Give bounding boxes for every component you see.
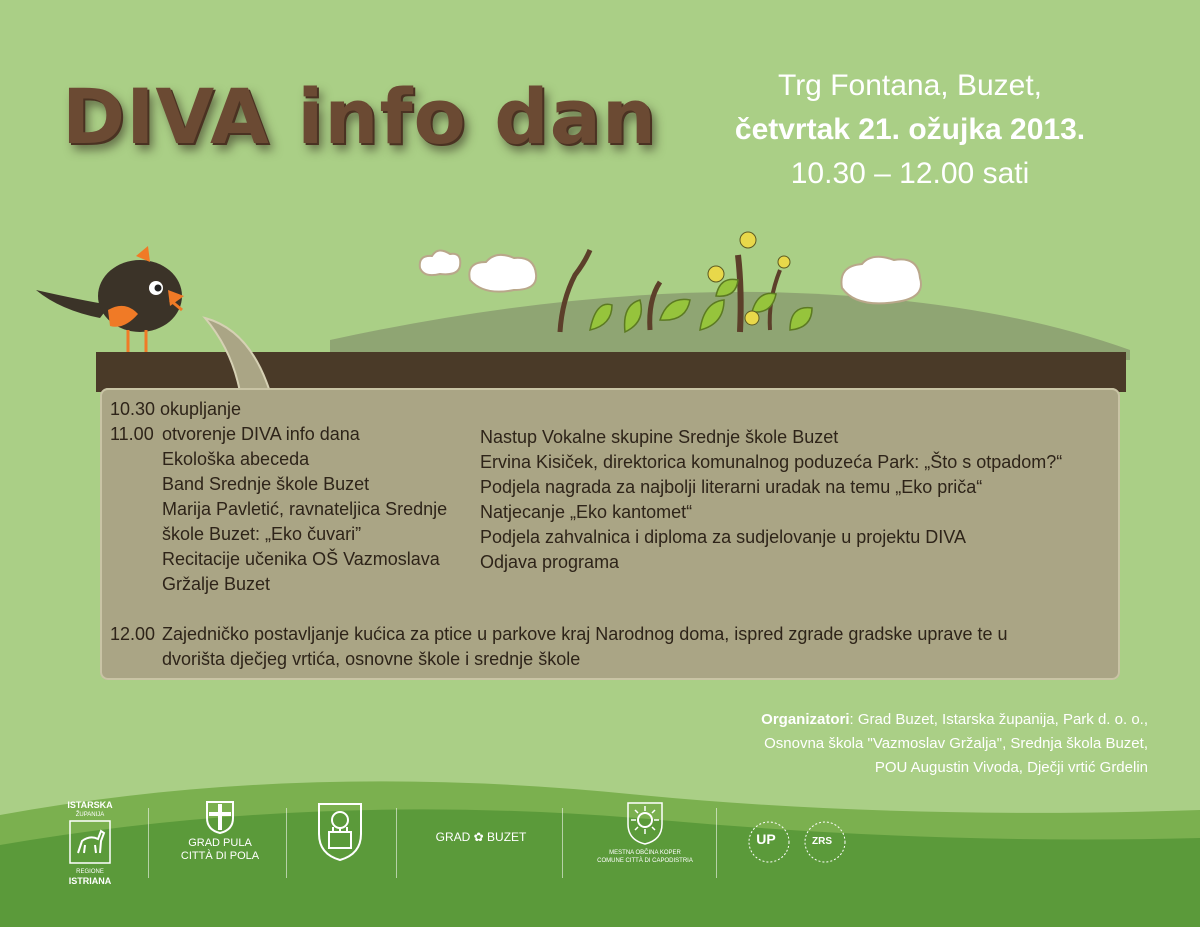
logo-divider xyxy=(562,808,563,878)
program-item: Band Srednje škole Buzet xyxy=(162,474,370,494)
program-item: Podjela nagrada za najbolji literarni uradak na temu „Eko priča“ xyxy=(480,477,983,497)
organizers: Organizatori: Grad Buzet, Istarska županija, Park d. o. o., Osnovna škola "Vazmoslav Gržalja", Srednja škola Buzet, POU Augustin Vivoda, Dječji vrtić Grdelin xyxy=(761,711,1148,776)
pula-logo: GRAD PULA CITTÀ DI POLA xyxy=(170,800,270,863)
program-item: Ekološka abeceda xyxy=(162,449,310,469)
event-info xyxy=(690,64,1130,196)
university-primorska-logo: UP xyxy=(744,820,794,867)
program-item: Natjecanje „Eko kantomet“ xyxy=(480,502,693,522)
logo-divider xyxy=(396,808,397,878)
organizers-label: Organizatori xyxy=(761,711,850,728)
pula-shield-icon xyxy=(205,800,235,834)
logo-divider xyxy=(716,808,717,878)
poster-title: DIVA info dan xyxy=(62,72,657,161)
logo-divider xyxy=(286,808,287,878)
zrs-logo: ZRS xyxy=(800,820,850,867)
program-item: Ervina Kisiček, direktorica komunalnog poduzeća Park: „Što s otpadom?“ xyxy=(480,452,1063,472)
hill xyxy=(330,292,1130,360)
sun-shield-icon xyxy=(625,800,665,846)
event-date: četvrtak 21. ožujka 2013. xyxy=(734,113,1086,146)
bird-illustration xyxy=(36,246,184,352)
grad-buzet-logo: GRAD ✿ BUZET xyxy=(435,830,527,844)
istria-logo: ISTARSKA ŽUPANIJA REGIONE ISTRIANA xyxy=(67,800,113,886)
program-item: Nastup Vokalne skupine Srednje škole Buzet xyxy=(480,427,839,447)
program-item: škole Buzet: „Eko čuvari” xyxy=(162,524,362,544)
buzet-coat-of-arms xyxy=(312,800,368,865)
program-item: Marija Pavletić, ravnateljica Srednje xyxy=(162,499,448,519)
program-item: Recitacije učenika OŠ Vazmoslava xyxy=(162,549,440,569)
program-item: Gržalje Buzet xyxy=(162,574,271,594)
program-item-final-continued: dvorišta dječjeg vrtića, osnovne škole i srednje škole xyxy=(162,649,581,669)
program-item: Odjava programa xyxy=(480,552,620,572)
coat-of-arms-icon xyxy=(315,800,365,862)
goat-icon xyxy=(68,819,112,865)
partner-logos xyxy=(60,800,860,900)
buzet-emblem-icon: ✿ xyxy=(473,830,484,844)
program-item: Podjela zahvalnica i diploma za sudjelovanje u projektu DIVA xyxy=(480,527,966,547)
koper-logo: MESTNA OBČINA KOPER COMUNE CITTÀ DI CAPODISTRIA xyxy=(580,800,710,865)
event-location: Trg Fontana, Buzet, xyxy=(777,69,1043,102)
program-panel: 10.30 okupljanje 11.00 otvorenje DIVA info dana Ekološka abeceda Band Srednje škole Buzet Marija Pavletić, ravnateljica Srednje škole Buzet: „Eko čuvari” Recitacije učenika OŠ Vazmoslava Gržalje Buzet Nastup Vokalne skupine Srednje škole Buzet Ervina Kisiček, direktorica komunalnog poduzeća Park: „Što s otpadom?“ Podjela nagrada za najbolji literarni uradak na temu „Eko priča“ Natjecanje „Eko kantomet“ Podjela zahvalnica i diploma za sudjelovanje u projektu DIVA Odjava programa 12.00 Zajedničko postavljanje kućica za ptice u parkove kraj Narodnog doma, ispred zgrade gradske uprave te u dvorišta dječjeg vrtića, osnovne škole i srednje škole xyxy=(100,388,1120,680)
logo-divider xyxy=(148,808,149,878)
event-time: 10.30 – 12.00 sati xyxy=(790,157,1030,190)
